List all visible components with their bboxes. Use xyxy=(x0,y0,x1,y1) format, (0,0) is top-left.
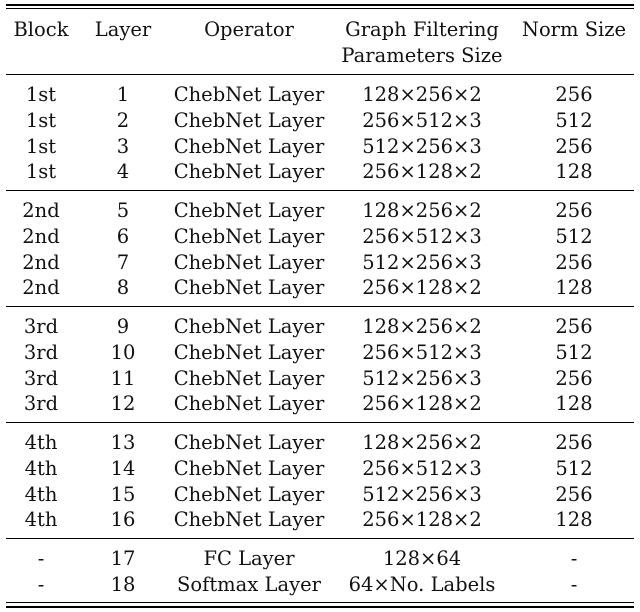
cell-operator: ChebNet Layer xyxy=(173,315,325,338)
top-rule-inner xyxy=(6,8,634,9)
cell-params: 256×512×3 xyxy=(362,456,482,480)
cell-layer: 9 xyxy=(116,315,130,338)
cell-params: 128×256×2 xyxy=(362,199,482,222)
cell-block: 4th xyxy=(24,508,58,532)
cell-layer: 11 xyxy=(110,366,136,390)
cell-operator: ChebNet Layer xyxy=(173,392,325,416)
cell-norm: 256 xyxy=(555,83,593,106)
cell-operator: ChebNet Layer xyxy=(173,250,325,274)
cell-norm: 256 xyxy=(555,134,593,158)
cell-norm: 128 xyxy=(555,276,593,300)
cell-norm: - xyxy=(570,572,578,596)
header-layer: Layer xyxy=(94,18,152,41)
cell-norm: 256 xyxy=(555,250,593,274)
cell-operator: ChebNet Layer xyxy=(173,366,325,390)
cell-norm: 512 xyxy=(555,224,593,248)
cell-layer: 1 xyxy=(116,83,130,106)
cell-layer: 17 xyxy=(110,547,136,570)
header-params-line1: Graph Filtering xyxy=(345,18,499,41)
cell-params: 256×512×3 xyxy=(362,340,482,364)
cell-norm: 256 xyxy=(555,431,593,454)
cell-block: 2nd xyxy=(22,250,60,274)
cell-block: 1st xyxy=(25,160,57,184)
cell-block: 1st xyxy=(25,134,57,158)
cell-layer: 8 xyxy=(116,276,130,300)
top-rule xyxy=(6,4,634,6)
cell-block: 3rd xyxy=(23,392,59,416)
cell-operator: ChebNet Layer xyxy=(173,431,325,454)
cell-operator: ChebNet Layer xyxy=(173,276,325,300)
cell-operator: ChebNet Layer xyxy=(173,456,325,480)
cell-params: 256×128×2 xyxy=(362,392,482,416)
cell-block: 4th xyxy=(24,482,58,506)
cell-operator: ChebNet Layer xyxy=(173,508,325,532)
cell-layer: 12 xyxy=(110,392,136,416)
cell-operator: Softmax Layer xyxy=(177,572,321,596)
cell-norm: - xyxy=(570,547,578,570)
cell-norm: 256 xyxy=(555,315,593,338)
cell-params: 128×256×2 xyxy=(362,315,482,338)
cell-params: 512×256×3 xyxy=(362,366,482,390)
group-rule-1 xyxy=(6,190,634,191)
cell-norm: 128 xyxy=(555,160,593,184)
cell-operator: ChebNet Layer xyxy=(173,108,325,132)
cell-norm: 256 xyxy=(555,199,593,222)
cell-norm: 512 xyxy=(555,108,593,132)
cell-params: 64×No. Labels xyxy=(348,572,496,596)
cell-block: 2nd xyxy=(22,276,60,300)
cell-layer: 5 xyxy=(116,199,130,222)
header-block: Block xyxy=(13,18,69,41)
header-operator: Operator xyxy=(204,18,294,41)
header-rule xyxy=(6,74,634,75)
cell-params: 128×256×2 xyxy=(362,431,482,454)
group-rule-3 xyxy=(6,422,634,423)
cell-block: 3rd xyxy=(23,366,59,390)
cell-layer: 7 xyxy=(116,250,130,274)
cell-params: 256×128×2 xyxy=(362,508,482,532)
cell-operator: ChebNet Layer xyxy=(173,482,325,506)
cell-block: 3rd xyxy=(23,340,59,364)
cell-layer: 14 xyxy=(110,456,136,480)
cell-layer: 13 xyxy=(110,431,136,454)
cell-params: 512×256×3 xyxy=(362,134,482,158)
cell-layer: 15 xyxy=(110,482,136,506)
cell-block: 2nd xyxy=(22,224,60,248)
cell-params: 128×64 xyxy=(382,547,462,570)
cell-operator: ChebNet Layer xyxy=(173,224,325,248)
cell-block: - xyxy=(37,547,45,570)
group-rule-4 xyxy=(6,538,634,539)
cell-params: 512×256×3 xyxy=(362,482,482,506)
cell-norm: 256 xyxy=(555,366,593,390)
cell-norm: 256 xyxy=(555,482,593,506)
cell-operator: FC Layer xyxy=(203,547,295,570)
cell-operator: ChebNet Layer xyxy=(173,340,325,364)
header-norm: Norm Size xyxy=(521,18,627,41)
cell-operator: ChebNet Layer xyxy=(173,199,325,222)
cell-params: 256×128×2 xyxy=(362,276,482,300)
cell-operator: ChebNet Layer xyxy=(173,160,325,184)
cell-norm: 512 xyxy=(555,340,593,364)
bottom-rule-inner xyxy=(6,602,634,603)
cell-norm: 128 xyxy=(555,508,593,532)
cell-params: 256×512×3 xyxy=(362,224,482,248)
cell-block: 3rd xyxy=(23,315,59,338)
group-rule-2 xyxy=(6,306,634,307)
cell-operator: ChebNet Layer xyxy=(173,83,325,106)
cell-block: 4th xyxy=(24,456,58,480)
cell-layer: 16 xyxy=(110,508,136,532)
cell-params: 256×512×3 xyxy=(362,108,482,132)
cell-params: 512×256×3 xyxy=(362,250,482,274)
cell-block: - xyxy=(37,572,45,596)
cell-layer: 4 xyxy=(116,160,130,184)
cell-norm: 512 xyxy=(555,456,593,480)
cell-layer: 3 xyxy=(116,134,130,158)
cell-block: 1st xyxy=(25,83,57,106)
header-params-line2: Parameters Size xyxy=(341,44,503,67)
cell-norm: 128 xyxy=(555,392,593,416)
cell-params: 128×256×2 xyxy=(362,83,482,106)
cell-block: 4th xyxy=(24,431,58,454)
cell-block: 2nd xyxy=(22,199,60,222)
cell-layer: 6 xyxy=(116,224,130,248)
cell-layer: 10 xyxy=(110,340,136,364)
cell-layer: 18 xyxy=(110,572,136,596)
cell-operator: ChebNet Layer xyxy=(173,134,325,158)
cell-block: 1st xyxy=(25,108,57,132)
bottom-rule xyxy=(6,606,634,608)
cell-layer: 2 xyxy=(116,108,130,132)
cell-params: 256×128×2 xyxy=(362,160,482,184)
